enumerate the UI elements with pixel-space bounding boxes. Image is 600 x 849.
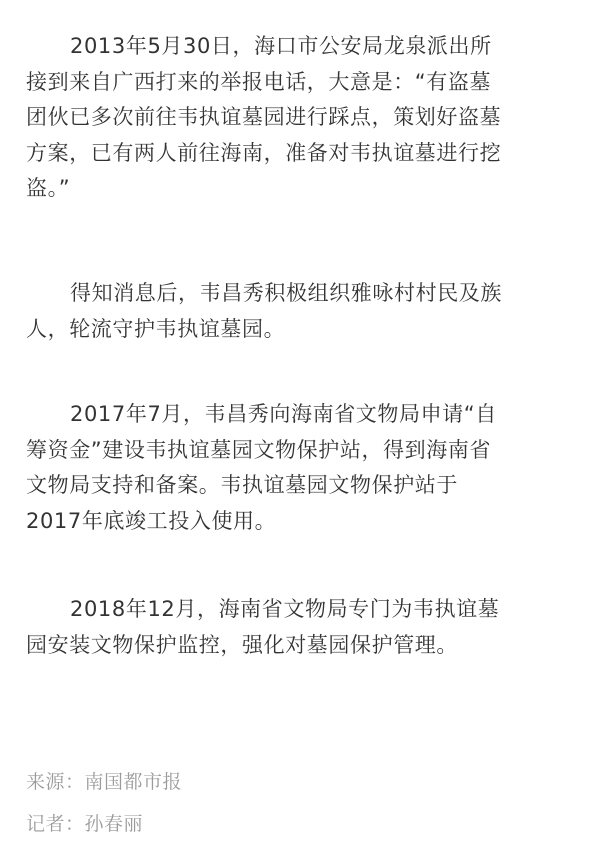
article-reporter: 记者：孙春丽 [26,813,144,835]
text-line: 盗。” [26,176,71,200]
text-line: 2018年12月，海南省文物局专门为韦执谊墓 [70,597,500,621]
text-line: 得知消息后，韦昌秀积极组织雅咏村村民及族 [70,281,502,305]
text-line: 筹资金”建设韦执谊墓园文物保护站，得到海南省 [26,437,492,462]
paragraph-3 [26,397,586,539]
text-line: 接到来自广西打来的举报电话，大意是：“有盗墓 [26,69,492,94]
paragraph-2 [26,276,586,347]
text-line: 文物局支持和备案。韦执谊墓园文物保护站于 [26,473,458,497]
text-line: 2017年7月，韦昌秀向海南省文物局申请“自 [70,402,497,426]
text-line: 2017年底竣工投入使用。 [26,508,277,533]
paragraph-1 [26,29,586,207]
text-line: 人，轮流守护韦执谊墓园。 [26,316,286,341]
text-line: 方案，已有两人前往海南，准备对韦执谊墓进行挖 [26,140,502,165]
text-line: 园安装文物保护监控，强化对墓园保护管理。 [26,632,458,657]
text-line: 团伙已多次前往韦执谊墓园进行踩点，策划好盗墓 [26,105,502,129]
article-source: 来源：南国都市报 [26,771,183,793]
paragraph-4 [26,592,586,663]
text-line: 2013年5月30日，海口市公安局龙泉派出所 [70,34,492,58]
